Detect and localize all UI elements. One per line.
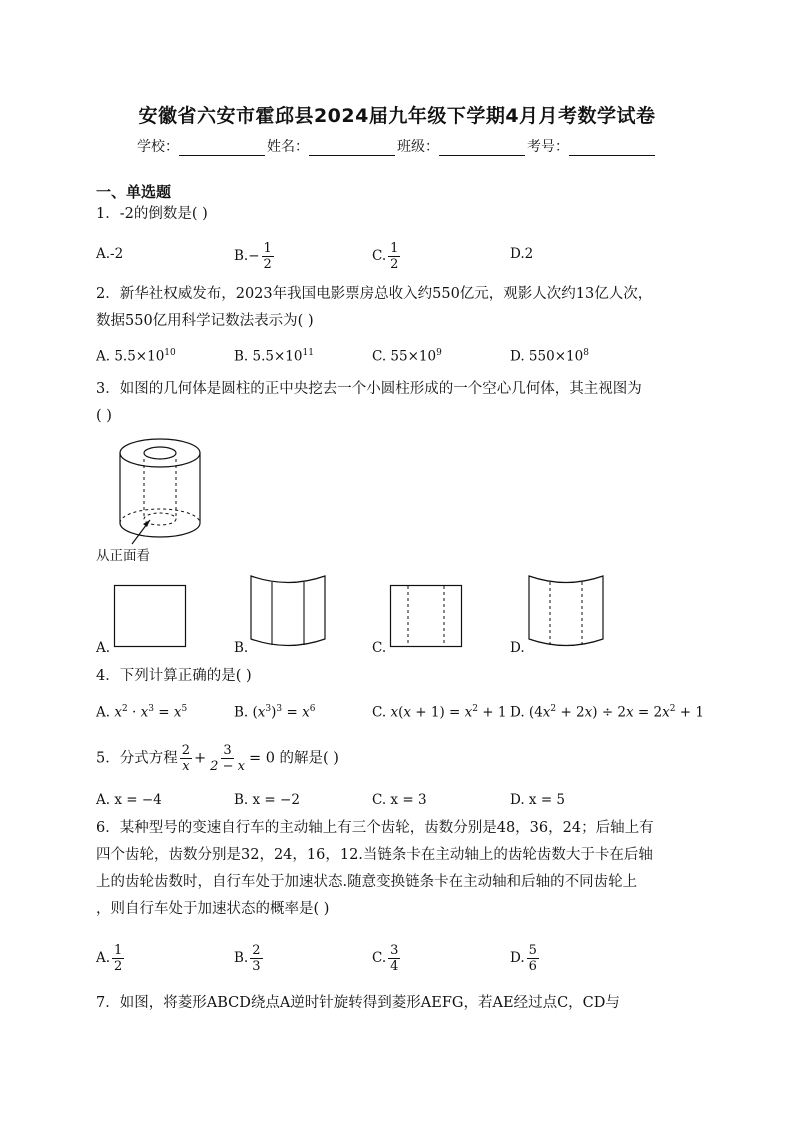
name-field[interactable]: 姓名： — [267, 136, 397, 156]
question-2-stem: 2．新华社权威发布，2023年我国电影票房总收入约550亿元，观影人次约13亿人次， 数据550亿用科学记数法表示为( ) — [96, 286, 653, 329]
q5-option-c[interactable]: C. x = 3 — [372, 792, 427, 808]
q4-option-d[interactable]: D. $(4x^2 + 2x) \div 2x = 2x^2 + 1$ — [510, 704, 704, 721]
q5-option-d[interactable]: D. x = 5 — [510, 792, 566, 808]
number-field[interactable]: 考号： — [527, 136, 657, 156]
q4-option-b[interactable]: B. $(x^3)^3 = x^6$ — [234, 704, 316, 721]
question-6-stem: 6．某种型号的变速自行车的主动轴上有三个齿轮，齿数分别是48，36，24；后轴上有 四个齿轮，齿数分别是32，24，16，12.当链条卡在主动轴上的齿轮齿数大于卡在后轴 上的齿轮齿数时，自行车处于加速状态.随意变换链条卡在主动轴和后轴的不同齿轮上 ，则自行车处于加速状态的概率是( ) — [96, 820, 654, 917]
q2-option-d[interactable]: D. $550\times 10^8$ — [510, 348, 589, 365]
option-c-dashed-square-figure[interactable] — [390, 585, 462, 647]
option-b-curved-figure[interactable] — [250, 575, 326, 651]
question-1-stem: 1．-2的倒数是( ) — [96, 206, 208, 222]
q3-option-a[interactable]: A. — [96, 640, 111, 656]
question-5-stem: 5．分式方程 $\frac{2}{x}$ + $\frac{3}{2 - x}$ = 0 的解是( ) — [96, 743, 339, 774]
question-3-stem: 3．如图的几何体是圆柱的正中央挖去一个小圆柱形成的一个空心几何体，其主视图为 ( ) — [96, 381, 642, 424]
q3-option-b[interactable]: B. — [234, 640, 249, 656]
question-4-stem: 4．下列计算正确的是( ) — [96, 668, 252, 684]
q6-option-a[interactable]: A. $\frac{1}{2}$ — [96, 943, 123, 974]
q4-option-a[interactable]: A. $x^2 \cdot x^3 = x^5$ — [96, 704, 188, 721]
student-info-row — [0, 136, 794, 156]
q1-option-a[interactable]: A.-2 — [96, 246, 124, 262]
class-field[interactable]: 班级： — [397, 136, 527, 156]
page-title: 安徽省六安市霍邱县2024届九年级下学期4月月考数学试卷 — [138, 105, 656, 127]
q2-option-c[interactable]: C. $55\times 10^9$ — [372, 348, 442, 365]
q1-option-d[interactable]: D.2 — [510, 246, 534, 262]
question-7-stem: 7．如图，将菱形ABCD绕点A逆时针旋转得到菱形AEFG，若AE经过点C，CD与 — [96, 995, 620, 1011]
q2-option-b[interactable]: B. $5.5\times 10^{11}$ — [234, 348, 314, 365]
school-field[interactable]: 学校： — [137, 136, 267, 156]
q6-option-c[interactable]: C. $\frac{3}{4}$ — [372, 943, 399, 974]
option-d-curved-dashed-figure[interactable] — [528, 575, 604, 651]
figure-caption: 从正面看 — [96, 548, 150, 564]
q6-option-d[interactable]: D. $\frac{5}{6}$ — [510, 943, 537, 974]
q5-option-a[interactable]: A. x = −4 — [96, 792, 162, 808]
q3-option-d[interactable]: D. — [510, 640, 525, 656]
option-a-square-figure[interactable] — [114, 585, 186, 647]
q1-option-c[interactable]: C. $\frac{1}{2}$ — [372, 241, 399, 272]
q1-option-b[interactable]: B.− $\frac{1}{2}$ — [234, 241, 272, 272]
section-heading: 一、单选题 — [96, 183, 172, 201]
q5-option-b[interactable]: B. x = −2 — [234, 792, 300, 808]
q4-option-c[interactable]: C. $x(x + 1) = x^2 + 1$ — [372, 704, 507, 721]
q3-option-c[interactable]: C. — [372, 640, 387, 656]
hollow-cylinder-figure — [110, 436, 210, 546]
q6-option-b[interactable]: B. $\frac{2}{3}$ — [234, 943, 261, 974]
q2-option-a[interactable]: A. $5.5\times 10^{10}$ — [96, 348, 176, 365]
